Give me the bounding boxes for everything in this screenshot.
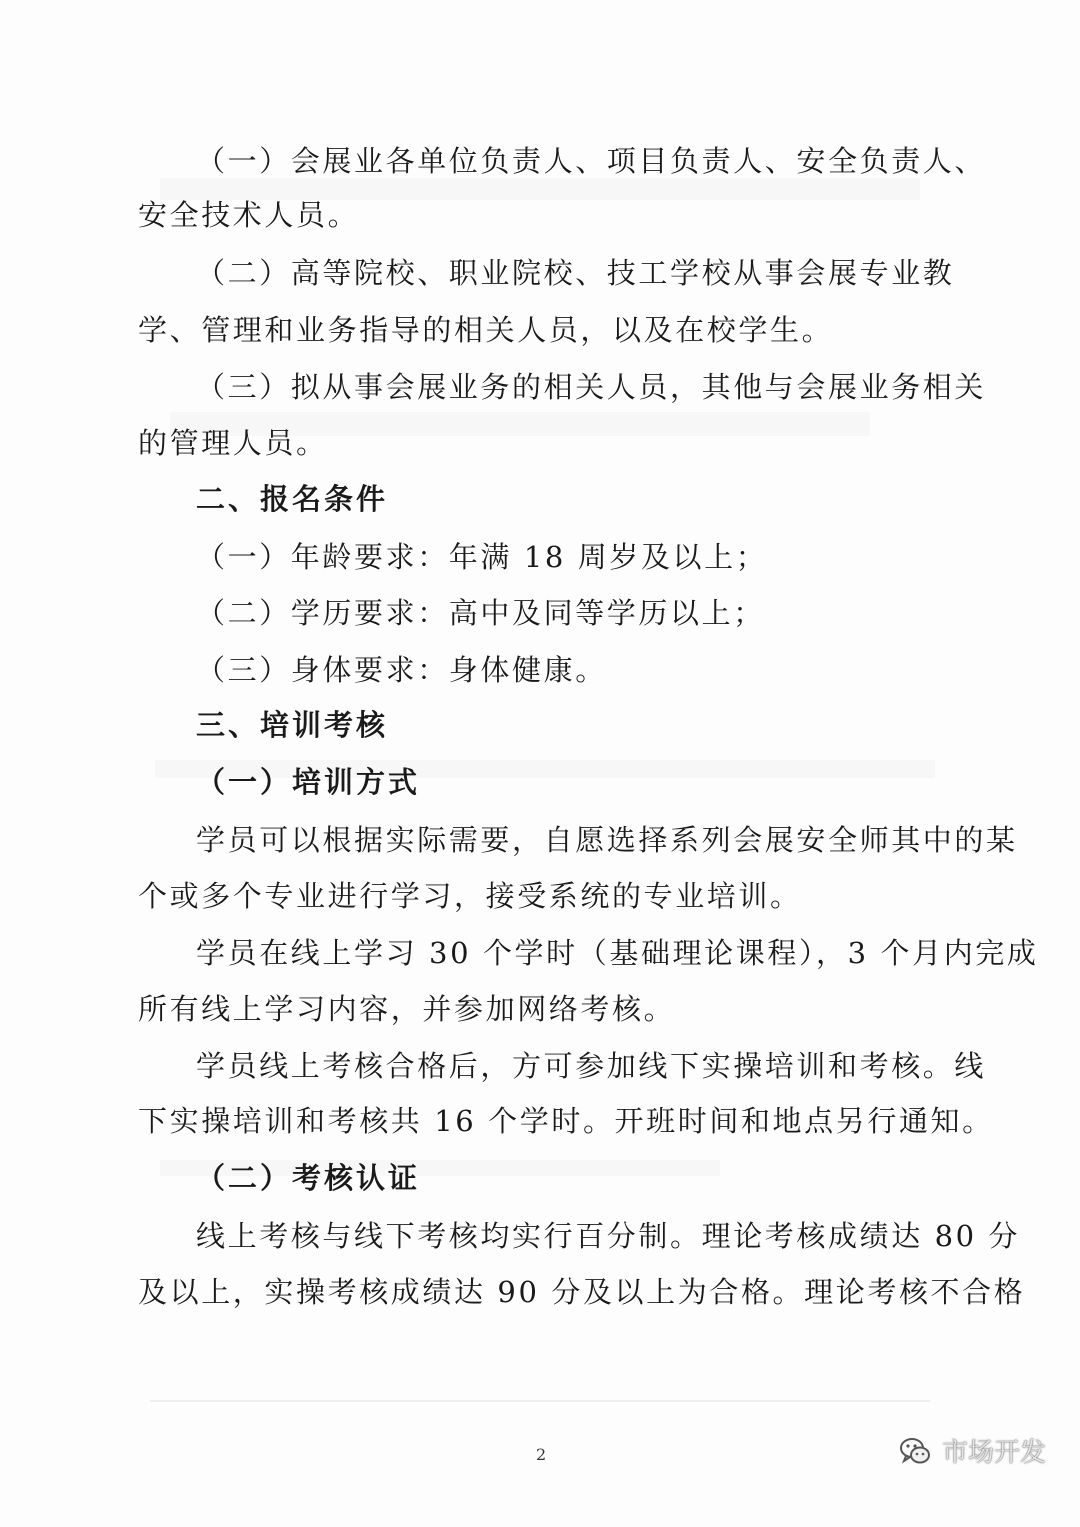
body-line: （一）会展业各单位负责人、项目负责人、安全负责人、 [196, 144, 987, 178]
scan-artifact [150, 1400, 930, 1402]
page-number: 2 [536, 1445, 547, 1464]
body-line: 学员线上考核合格后，方可参加线下实操培训和考核。线 [196, 1049, 987, 1083]
body-line: （二）学历要求：高中及同等学历以上； [196, 596, 765, 630]
body-line: （一）年龄要求：年满 18 周岁及以上； [196, 540, 768, 574]
body-line: （三）拟从事会展业务的相关人员，其他与会展业务相关 [196, 370, 987, 404]
section-heading: 三、培训考核 [196, 708, 389, 742]
body-line: （三）身体要求：身体健康。 [196, 653, 607, 687]
body-line: 学员在线上学习 30 个学时（基础理论课程），3 个月内完成 [196, 936, 1039, 970]
body-line: 线上考核与线下考核均实行百分制。理论考核成绩达 80 分 [196, 1219, 1021, 1253]
body-line: （二）高等院校、职业院校、技工学校从事会展专业教 [196, 256, 955, 290]
subsection-heading: （一）培训方式 [196, 765, 421, 799]
body-line: 所有线上学习内容，并参加网络考核。 [138, 992, 676, 1026]
body-line: 个或多个专业进行学习，接受系统的专业培训。 [138, 879, 802, 913]
wechat-icon [898, 1434, 932, 1468]
body-line: 下实操培训和考核共 16 个学时。开班时间和地点另行通知。 [138, 1104, 994, 1138]
subsection-heading: （二）考核认证 [196, 1161, 421, 1195]
body-line: 学、管理和业务指导的相关人员，以及在校学生。 [138, 313, 834, 347]
watermark [898, 1432, 1046, 1469]
section-heading: 二、报名条件 [196, 482, 389, 516]
body-line: 安全技术人员。 [138, 198, 360, 232]
watermark-text: 市场开发 [942, 1438, 1047, 1468]
body-line: 学员可以根据实际需要，自愿选择系列会展安全师其中的某 [196, 823, 1018, 857]
body-line: 的管理人员。 [138, 426, 328, 460]
body-line: 及以上，实操考核成绩达 90 分及以上为合格。理论考核不合格 [138, 1275, 1026, 1309]
